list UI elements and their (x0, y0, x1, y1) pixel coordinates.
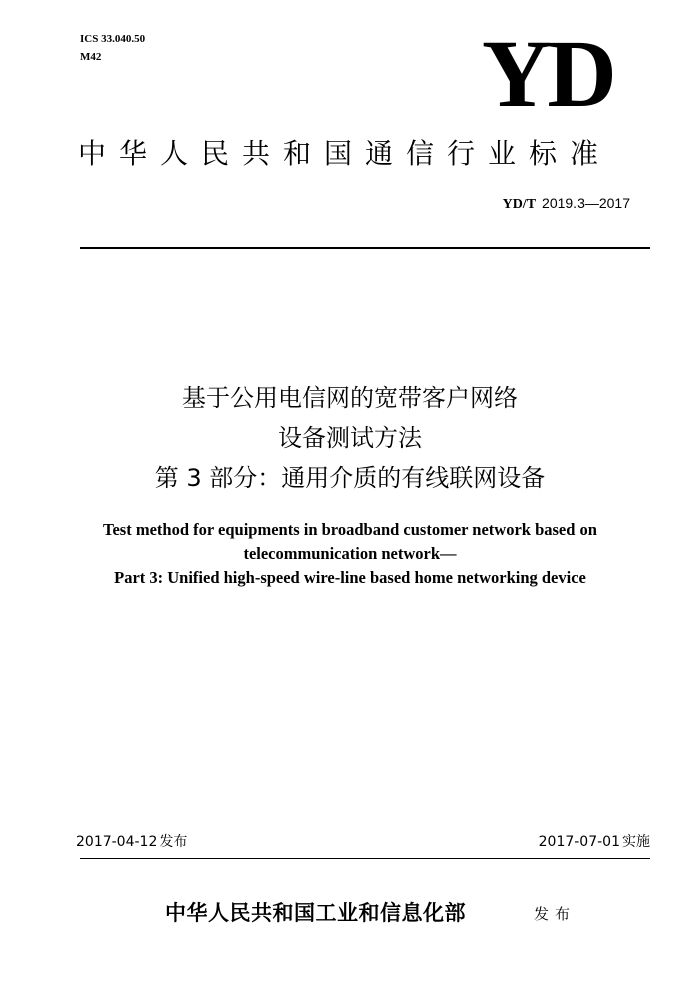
implement-label: 实施 (622, 834, 650, 850)
issuer-name: 中华人民共和国工业和信息化部 (165, 900, 466, 925)
implement-date-block (539, 832, 650, 852)
implement-date: 2017-07-01 (538, 834, 620, 850)
standard-prefix: YD/T (502, 197, 537, 212)
issue-word: 发布 (534, 905, 577, 923)
bottom-divider (80, 858, 650, 859)
classification-code: M42 (80, 51, 102, 63)
publish-date-block (76, 832, 187, 852)
cn-title-line-1: 基于公用电信网的宽带客户网络 (182, 384, 518, 412)
en-title-line-1: Test method for equipments in broadband customer network based on (102, 520, 597, 539)
cn-title-line-2: 设备测试方法 (278, 424, 422, 452)
cn-title-line-3: 第 3 部分：通用介质的有线联网设备 (154, 464, 546, 492)
top-divider (80, 247, 650, 249)
en-title-line-2: telecommunication network— (243, 544, 457, 563)
ics-code: ICS 33.040.50 (80, 33, 146, 45)
publish-date: 2017-04-12 (76, 834, 158, 850)
en-title-line-3: Part 3: Unified high-speed wire-line based home networking device (114, 568, 586, 587)
publish-label: 发布 (159, 834, 188, 850)
standard-number (503, 194, 630, 214)
standard-category: 中华人民共和国通信行业标准 (78, 137, 612, 170)
yd-logo: YD (482, 20, 613, 127)
standard-number-value: 2019.3—2017 (542, 195, 630, 211)
